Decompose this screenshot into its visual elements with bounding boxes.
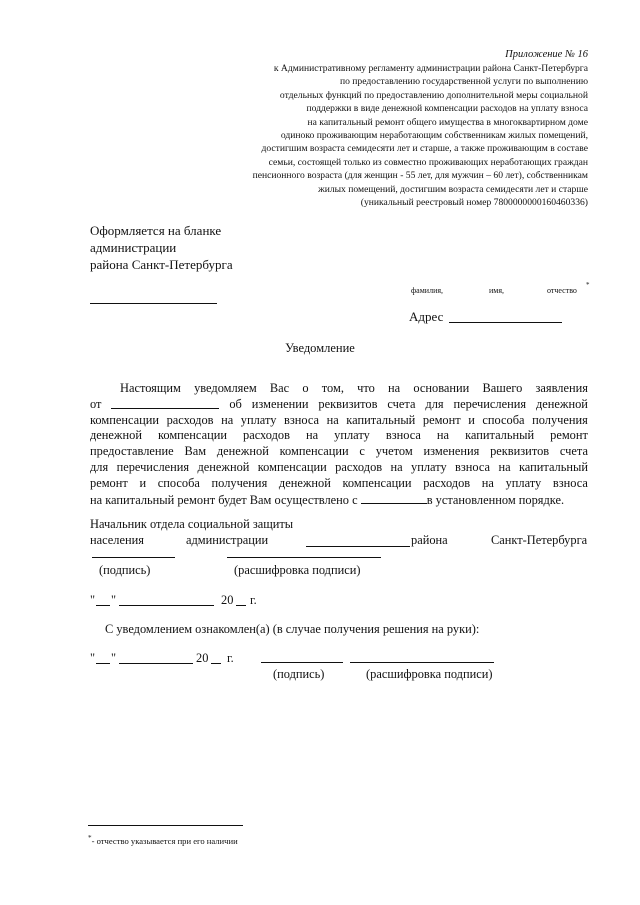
paragraph-line: предоставление Вам денежной компенсации с учетом изменения реквизитов счета <box>90 444 588 459</box>
paragraph-line: денежной компенсации расходов на уплату взноса на капитальный ремонт <box>90 428 588 443</box>
name-label: имя, <box>489 286 505 295</box>
district-word: района <box>411 533 448 547</box>
appendix-line: пенсионного возраста (для женщин - 55 лет, для мужчин – 60 лет), собственникам <box>252 170 588 182</box>
date-quote-close: " <box>111 593 117 607</box>
address-field <box>449 322 562 323</box>
appendix-line: к Административному регламенту администрации района Санкт-Петербурга <box>273 63 588 74</box>
date-year-field <box>236 605 246 606</box>
appendix-line: достигшим возраста семидесяти лет и старше, а также проживающим в составе <box>261 143 588 155</box>
population-word: населения <box>90 533 144 547</box>
city-name: Санкт-Петербурга <box>491 533 588 547</box>
document-title: Уведомление <box>285 341 355 355</box>
appendix-line: отдельных функций по предоставлению дополнительной меры социальной <box>279 89 588 101</box>
address-label: Адрес <box>409 309 444 324</box>
date-quote-open: " <box>90 593 96 607</box>
ack-year-prefix: 20 <box>196 651 209 665</box>
footnote-text: - отчество указывается при его наличии <box>91 835 238 846</box>
date-month-field <box>119 605 214 606</box>
surname-label: фамилия, <box>411 286 444 295</box>
letterhead-line: Оформляется на бланке <box>90 223 222 238</box>
ack-day-field <box>96 663 110 664</box>
letterhead-line: администрации <box>90 240 177 255</box>
ack-signature-caption: (подпись) <box>273 667 325 681</box>
ack-name-line <box>350 662 494 663</box>
paragraph-line: для перечисления денежной компенсации расходов на уплату взноса на капитальный <box>90 459 588 474</box>
footnote-separator <box>88 825 243 826</box>
official-signature-line <box>92 557 175 558</box>
paragraph-line: ремонт и способа получения денежной компенсации расходов на уплату взноса <box>90 475 588 490</box>
ack-name-decoding-caption: (расшифровка подписи) <box>366 667 493 681</box>
letterhead-line: района Санкт-Петербурга <box>90 257 233 272</box>
footnote-mark: * <box>88 834 92 842</box>
ack-quote-open: " <box>90 651 96 665</box>
ack-quote-close: " <box>111 651 117 665</box>
paragraph-line: на капитальный ремонт будет Вам осуществлено с в установленном порядке. <box>90 492 565 507</box>
administration-word: администрации <box>186 533 269 547</box>
appendix-line: жилых помещений, достигшим возраста семидесяти лет и старше <box>318 183 588 195</box>
official-name-line <box>227 557 381 558</box>
ack-year-field <box>211 663 221 664</box>
appendix-header <box>168 48 588 209</box>
patronymic-footnote-mark: * <box>586 281 590 289</box>
appendix-line: одиноко проживающим неработающим собственникам жилых помещений, <box>280 130 588 142</box>
appendix-line: по предоставлению государственной услуги по выполнению <box>339 76 588 88</box>
ack-month-field <box>119 663 193 664</box>
date-year-suffix: г. <box>250 593 257 607</box>
district-name-field <box>306 546 410 547</box>
official-position-line: Начальник отдела социальной защиты <box>90 517 294 531</box>
signature-caption: (подпись) <box>99 563 151 577</box>
ack-year-suffix: г. <box>227 651 234 665</box>
application-date-field <box>111 397 219 409</box>
appendix-line: на капитальный ремонт общего имущества в многоквартирном доме <box>307 116 588 128</box>
footnote <box>88 834 238 846</box>
appendix-line: поддержки в виде денежной компенсации расходов на уплату взноса <box>306 103 588 115</box>
patronymic-label: отчество <box>547 286 577 295</box>
paragraph-line: Настоящим уведомляем Вас о том, что на основании Вашего заявления <box>120 381 588 395</box>
paragraph-line: компенсации расходов на уплату взноса на капитальный ремонт и способа получения <box>90 412 588 427</box>
appendix-title: Приложение № 16 <box>505 49 588 60</box>
notification-paragraph <box>90 381 588 508</box>
name-decoding-caption: (расшифровка подписи) <box>234 563 361 577</box>
appendix-line: семьи, состоящей только из совместно проживающих неработающих граждан <box>268 156 588 168</box>
date-day-field <box>96 605 110 606</box>
date-year-prefix: 20 <box>221 593 234 607</box>
ack-signature-line <box>261 662 343 663</box>
letterhead-note <box>90 222 233 273</box>
paragraph-line: от об изменении реквизитов счета для перечисления денежной <box>90 396 588 411</box>
acknowledgement-text: С уведомлением ознакомлен(а) (в случае получения решения на руки): <box>105 622 480 636</box>
effective-date-field <box>361 492 427 504</box>
appendix-line: (уникальный реестровый номер 7800000000160460336) <box>360 197 588 209</box>
outgoing-number-line <box>90 303 217 304</box>
